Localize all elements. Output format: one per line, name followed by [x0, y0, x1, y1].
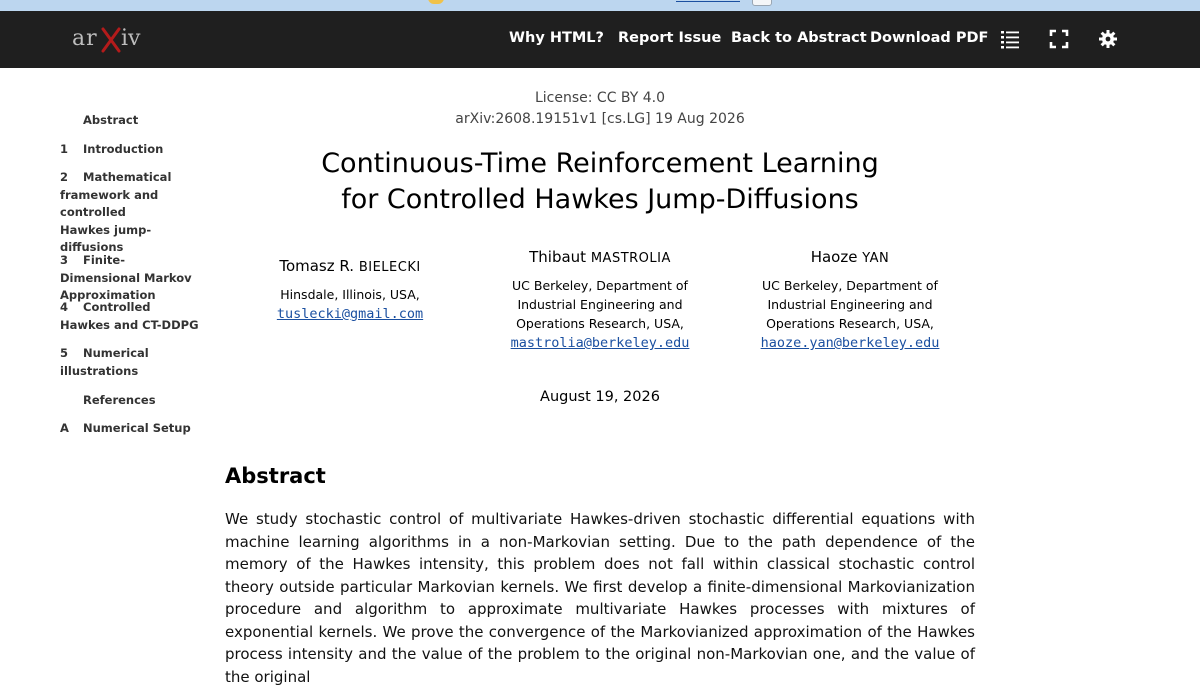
- banner-close-button[interactable]: [752, 0, 772, 6]
- toc-label: Controlled Hawkes and CT-DDPG: [60, 300, 199, 332]
- paper-content: [225, 68, 975, 686]
- toc-number: 2: [60, 170, 69, 184]
- paper-title: [225, 146, 975, 218]
- toc-number: 3: [60, 253, 69, 267]
- author-name: [737, 248, 963, 266]
- nav-back-to-abstract[interactable]: Back to Abstract: [731, 30, 867, 46]
- toc-label: Abstract: [83, 113, 139, 127]
- title-line-1: Continuous-Time Reinforcement Learning: [321, 148, 879, 179]
- svg-text:iv: iv: [121, 26, 141, 51]
- toc-item-markov-approximation[interactable]: [60, 252, 200, 305]
- author-last-name: YAN: [862, 251, 890, 266]
- author-block: [737, 248, 963, 353]
- license-line: License: CC BY 4.0: [534, 90, 666, 106]
- arxiv-logo[interactable]: [72, 23, 152, 55]
- banner-link[interactable]: [676, 0, 740, 2]
- author-block: [245, 257, 455, 324]
- nav-report-issue[interactable]: Report Issue: [618, 30, 722, 46]
- svg-text:ar: ar: [72, 26, 98, 51]
- author-affiliation: [487, 276, 713, 353]
- toc-item-mathematical-framework[interactable]: [60, 169, 178, 257]
- toc-item-numerical-illustrations[interactable]: [60, 345, 160, 380]
- affiliation-text: Hinsdale, Illinois, USA,: [280, 287, 420, 302]
- arxiv-identifier: arXiv:2608.19151v1 [cs.LG] 19 Aug 2026: [455, 111, 745, 127]
- nav-why-html[interactable]: Why HTML?: [509, 30, 604, 46]
- announcement-banner: [0, 0, 1200, 11]
- author-name: [487, 248, 713, 266]
- abstract-text: We study stochastic control of multivariate Hawkes-driven stochastic differential equations with machine learning algorithms in a non-Markovian setting. Due to the path dependence of the memory of the Hawkes intensity, this problem does not fall within classical stochastic control theory outside particular Markovian kernels. We first develop a finite-dimensional Markovianization procedure and algorithm to approximate multivariate Hawkes processes with mixtures of exponential kernels. We prove the convergence of the Markovianized approximation of the Hawkes process intensity and the value of the problem to the original non-Markovian one, and the value of the original: [225, 510, 975, 686]
- toc-item-references[interactable]: [60, 392, 210, 410]
- toc-label: Finite-Dimensional Markov Approximation: [60, 253, 192, 302]
- toc-label: References: [83, 393, 156, 407]
- toc-item-controlled-hawkes[interactable]: [60, 299, 200, 334]
- author-email-link[interactable]: haoze.yan@berkeley.edu: [760, 335, 940, 351]
- fullscreen-icon[interactable]: [1047, 27, 1071, 51]
- author-last-name: BIELECKI: [358, 260, 421, 275]
- toc-item-abstract[interactable]: [60, 112, 210, 130]
- toc-list-icon[interactable]: [998, 27, 1022, 51]
- site-header: [0, 11, 1200, 68]
- toc-label: Introduction: [83, 142, 164, 156]
- author-first-name: Tomasz R.: [279, 257, 359, 275]
- toc-item-introduction[interactable]: [60, 141, 210, 159]
- nav-download-pdf[interactable]: Download PDF: [870, 30, 989, 46]
- toc-label: Mathematical framework and controlled Hawkes jump-diffusions: [60, 170, 172, 254]
- author-last-name: MASTROLIA: [590, 251, 671, 266]
- toc-number: A: [60, 421, 69, 435]
- toc-number: 1: [60, 142, 69, 156]
- author-email-link[interactable]: tuslecki@gmail.com: [276, 306, 424, 322]
- author-first-name: Thibaut: [529, 248, 591, 266]
- author-name: [245, 257, 455, 275]
- author-first-name: Haoze: [810, 248, 863, 266]
- affiliation-text: UC Berkeley, Department of Industrial Engineering and Operations Research, USA,: [512, 278, 688, 331]
- banner-emoji-icon: [428, 0, 444, 4]
- author-affiliation: [245, 285, 455, 324]
- toc-number: 5: [60, 346, 69, 360]
- author-affiliation: [737, 276, 963, 353]
- publication-date: August 19, 2026: [540, 389, 660, 405]
- author-email-link[interactable]: mastrolia@berkeley.edu: [510, 335, 690, 351]
- author-block: [487, 248, 713, 353]
- toc-label: Numerical Setup: [83, 421, 191, 435]
- toc-number: 4: [60, 300, 69, 314]
- settings-gear-icon[interactable]: [1096, 27, 1120, 51]
- title-line-2: for Controlled Hawkes Jump-Diffusions: [341, 184, 859, 215]
- affiliation-text: UC Berkeley, Department of Industrial Engineering and Operations Research, USA,: [762, 278, 938, 331]
- toc-label: Numerical illustrations: [60, 346, 149, 378]
- toc-item-numerical-setup[interactable]: [60, 420, 210, 438]
- abstract-heading: Abstract: [225, 464, 326, 488]
